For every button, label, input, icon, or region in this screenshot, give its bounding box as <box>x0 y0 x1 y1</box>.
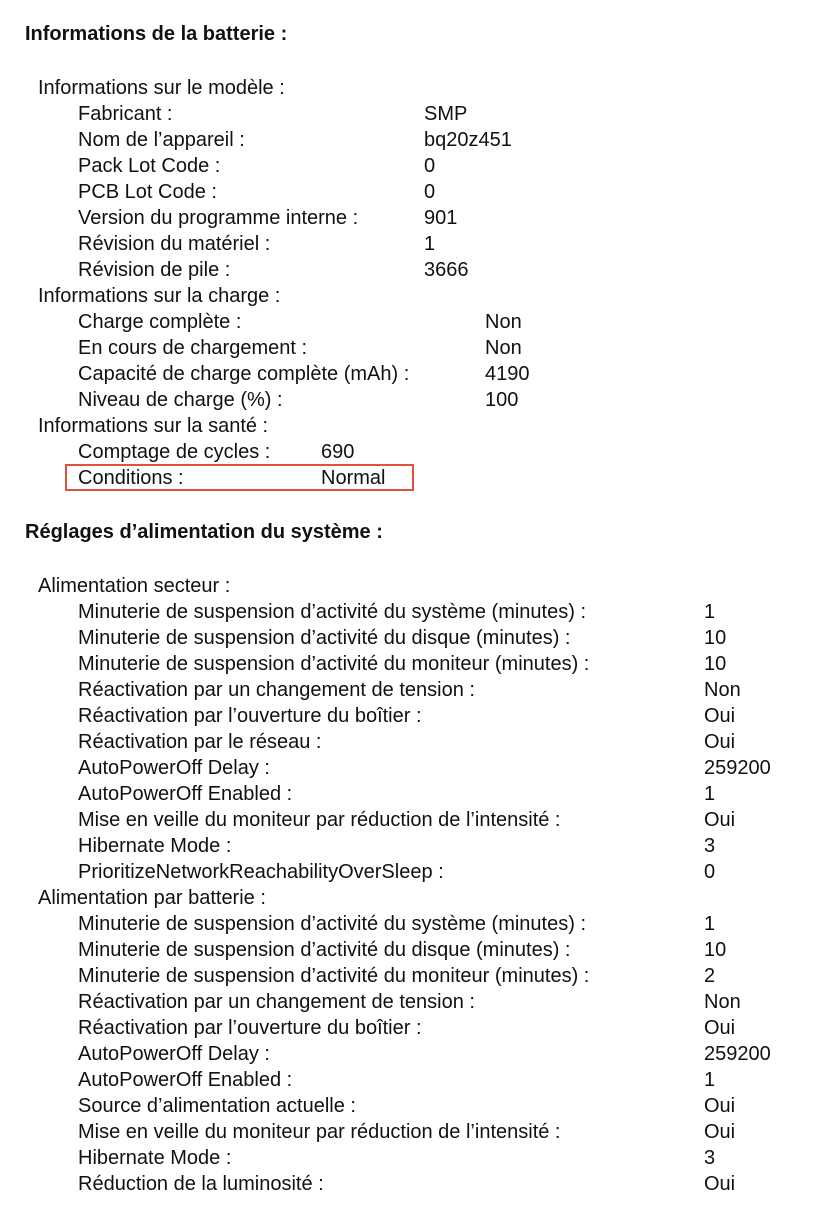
info-row-value: 690 <box>321 441 355 463</box>
setting-row-value: 2 <box>704 965 716 987</box>
setting-row-label: PrioritizeNetworkReachabilityOverSleep : <box>78 861 444 883</box>
setting-row-value: 3 <box>704 835 716 857</box>
battery-power-heading: Alimentation par batterie : <box>38 887 266 909</box>
info-row-manufacturer <box>78 101 578 127</box>
setting-row <box>78 599 808 625</box>
info-row-value: SMP <box>424 103 468 125</box>
info-row-device-name <box>78 127 578 153</box>
setting-row-value: 259200 <box>704 1043 771 1065</box>
setting-row-label: Réactivation par l’ouverture du boîtier : <box>78 705 422 727</box>
setting-row <box>78 911 808 937</box>
ac-power-heading: Alimentation secteur : <box>38 575 231 597</box>
info-row-condition <box>78 465 408 491</box>
setting-row-label: Minuterie de suspension d’activité du disque (minutes) : <box>78 939 571 961</box>
setting-row-value: Oui <box>704 1095 736 1117</box>
info-row-label: PCB Lot Code : <box>78 181 217 203</box>
setting-row-label: Source d’alimentation actuelle : <box>78 1095 356 1117</box>
info-row-value: 100 <box>485 389 519 411</box>
setting-row-label: AutoPowerOff Delay : <box>78 1043 270 1065</box>
setting-row <box>78 1015 808 1041</box>
setting-row-value: 10 <box>704 653 727 675</box>
setting-row-label: Réactivation par le réseau : <box>78 731 322 753</box>
setting-row-value: Oui <box>704 1121 736 1143</box>
setting-row-value: 0 <box>704 861 716 883</box>
charge-info-heading: Informations sur la charge : <box>38 285 281 307</box>
info-row-fully-charged <box>78 309 598 335</box>
info-row-label: Révision de pile : <box>78 259 231 281</box>
health-info-heading: Informations sur la santé : <box>38 415 269 437</box>
setting-row <box>78 1145 808 1171</box>
setting-row <box>78 1119 808 1145</box>
setting-row-label: AutoPowerOff Enabled : <box>78 783 293 805</box>
info-row-value: 901 <box>424 207 458 229</box>
setting-row-value: Non <box>704 991 741 1013</box>
info-row-label: Version du programme interne : <box>78 207 359 229</box>
info-row-label: En cours de chargement : <box>78 337 308 359</box>
info-row-label: Charge complète : <box>78 311 242 333</box>
info-row-value: 0 <box>424 155 436 177</box>
info-row-value: Non <box>485 337 522 359</box>
battery-info-title: Informations de la batterie : <box>25 23 288 45</box>
setting-row <box>78 833 808 859</box>
setting-row-value: Oui <box>704 705 736 727</box>
setting-row-value: 1 <box>704 783 716 805</box>
setting-row-value: 1 <box>704 601 716 623</box>
setting-row-value: Non <box>704 679 741 701</box>
info-row-label: Nom de l’appareil : <box>78 129 245 151</box>
setting-row-value: 3 <box>704 1147 716 1169</box>
setting-row-value: 10 <box>704 939 727 961</box>
info-row-label: Conditions : <box>78 467 184 489</box>
info-row-value: 4190 <box>485 363 530 385</box>
setting-row <box>78 703 808 729</box>
setting-row <box>78 729 808 755</box>
setting-row-label: Minuterie de suspension d’activité du disque (minutes) : <box>78 627 571 649</box>
info-row-cell-revision <box>78 257 578 283</box>
setting-row <box>78 1067 808 1093</box>
setting-row <box>78 1093 808 1119</box>
setting-row-value: Oui <box>704 1017 736 1039</box>
power-settings-title: Réglages d’alimentation du système : <box>25 521 383 543</box>
setting-row <box>78 651 808 677</box>
setting-row <box>78 989 808 1015</box>
info-row-label: Niveau de charge (%) : <box>78 389 283 411</box>
setting-row-label: Réactivation par un changement de tension : <box>78 991 475 1013</box>
setting-row <box>78 1171 808 1197</box>
setting-row-value: Oui <box>704 1173 736 1195</box>
info-row-cycle-count <box>78 439 418 465</box>
setting-row <box>78 1041 808 1067</box>
info-row-value: bq20z451 <box>424 129 512 151</box>
setting-row-label: Réduction de la luminosité : <box>78 1173 324 1195</box>
setting-row-label: Minuterie de suspension d’activité du moniteur (minutes) : <box>78 653 590 675</box>
setting-row-label: Mise en veille du moniteur par réduction de l’intensité : <box>78 1121 561 1143</box>
setting-row-value: 10 <box>704 627 727 649</box>
info-row-label: Pack Lot Code : <box>78 155 221 177</box>
setting-row-label: Minuterie de suspension d’activité du système (minutes) : <box>78 601 587 623</box>
setting-row <box>78 937 808 963</box>
info-row-label: Capacité de charge complète (mAh) : <box>78 363 410 385</box>
setting-row-label: AutoPowerOff Enabled : <box>78 1069 293 1091</box>
setting-row-label: Minuterie de suspension d’activité du système (minutes) : <box>78 913 587 935</box>
info-row-charging <box>78 335 598 361</box>
info-row-pcb-lot-code <box>78 179 578 205</box>
setting-row-value: 1 <box>704 1069 716 1091</box>
setting-row-label: AutoPowerOff Delay : <box>78 757 270 779</box>
info-row-value: 3666 <box>424 259 469 281</box>
info-row-value: 0 <box>424 181 436 203</box>
setting-row-label: Hibernate Mode : <box>78 835 232 857</box>
info-row-firmware-version <box>78 205 578 231</box>
setting-row-value: 259200 <box>704 757 771 779</box>
info-row-hardware-revision <box>78 231 578 257</box>
setting-row-label: Réactivation par un changement de tension : <box>78 679 475 701</box>
info-row-value: Normal <box>321 467 386 489</box>
setting-row <box>78 963 808 989</box>
setting-row-value: 1 <box>704 913 716 935</box>
info-row-value: 1 <box>424 233 436 255</box>
setting-row <box>78 677 808 703</box>
setting-row-label: Minuterie de suspension d’activité du moniteur (minutes) : <box>78 965 590 987</box>
info-row-charge-level <box>78 387 598 413</box>
setting-row-label: Hibernate Mode : <box>78 1147 232 1169</box>
info-row-full-charge-capacity <box>78 361 598 387</box>
setting-row-label: Mise en veille du moniteur par réduction de l’intensité : <box>78 809 561 831</box>
info-row-label: Fabricant : <box>78 103 173 125</box>
setting-row-value: Oui <box>704 731 736 753</box>
setting-row <box>78 859 808 885</box>
setting-row-value: Oui <box>704 809 736 831</box>
info-row-label: Comptage de cycles : <box>78 441 271 463</box>
setting-row <box>78 781 808 807</box>
setting-row <box>78 625 808 651</box>
model-info-heading: Informations sur le modèle : <box>38 77 285 99</box>
setting-row-label: Réactivation par l’ouverture du boîtier : <box>78 1017 422 1039</box>
info-row-label: Révision du matériel : <box>78 233 271 255</box>
setting-row <box>78 807 808 833</box>
setting-row <box>78 755 808 781</box>
info-row-value: Non <box>485 311 522 333</box>
info-row-pack-lot-code <box>78 153 578 179</box>
